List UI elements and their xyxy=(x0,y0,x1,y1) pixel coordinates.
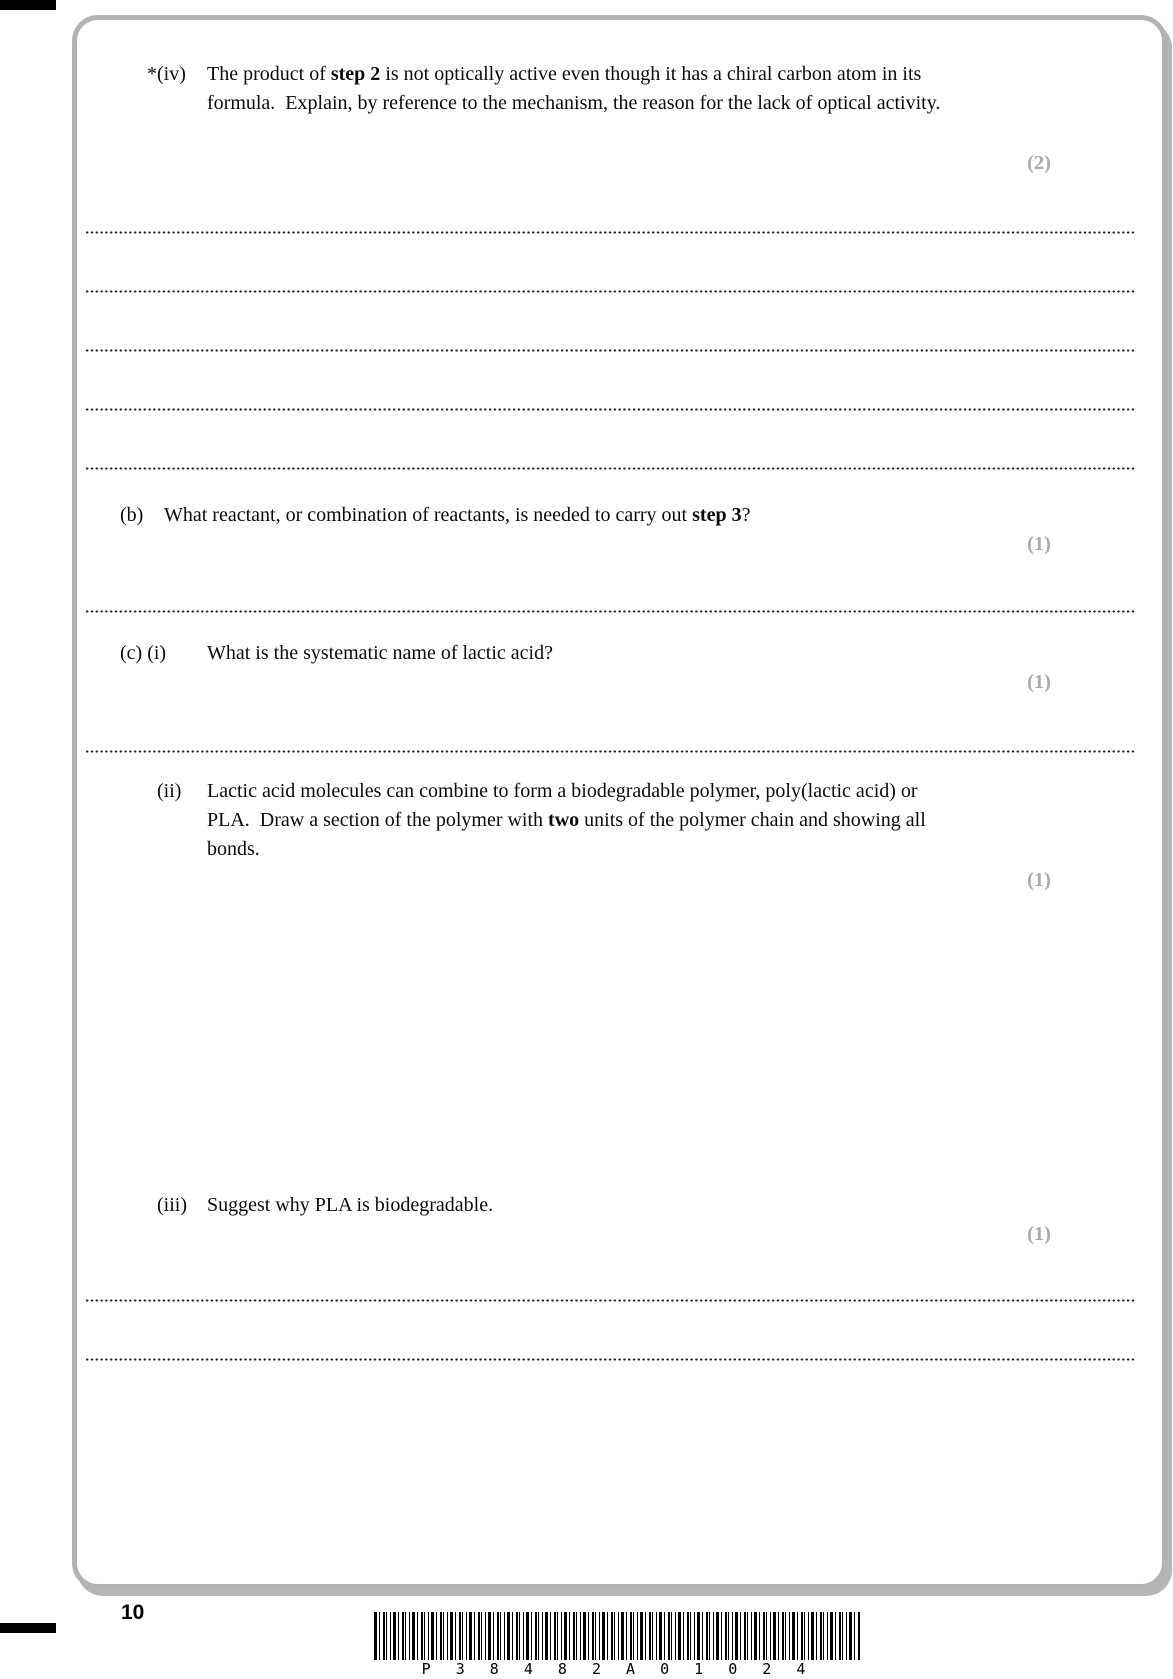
page-number: 10 xyxy=(121,1601,145,1624)
question-b-text-bold: step 3 xyxy=(692,504,742,526)
question-b-text-part1: What reactant, or combination of reactants, is needed to carry out xyxy=(164,504,693,526)
barcode-bars xyxy=(374,1612,861,1660)
marks-badge-c-i: (1) xyxy=(1027,671,1051,693)
question-c-ii xyxy=(157,777,949,864)
answer-line xyxy=(86,408,1135,411)
answer-line xyxy=(86,231,1135,234)
question-a-iv-text-part2: is not optically active even though it has a chiral carbon atom in its formula. Explain, by reference to the mechanism, the reason for the lack of optical activity. xyxy=(207,63,941,114)
question-a-iv xyxy=(147,60,957,118)
question-c-iii-text: Suggest why PLA is biodegradable. xyxy=(207,1194,494,1216)
barcode-text: P 3 8 4 8 2 A 0 1 0 2 4 xyxy=(421,1660,814,1678)
answer-line xyxy=(86,290,1135,293)
question-c-i-marker: (c) (i) xyxy=(120,642,167,664)
answer-line xyxy=(86,1299,1135,1302)
question-a-iv-text-part1: The product of xyxy=(207,63,331,85)
marks-badge-c-ii: (1) xyxy=(1027,869,1051,891)
answer-line xyxy=(86,467,1135,470)
question-c-ii-text-bold: two xyxy=(548,809,580,831)
registration-mark-top xyxy=(0,0,56,10)
answer-line xyxy=(86,750,1135,753)
question-c-i xyxy=(120,639,1037,668)
barcode xyxy=(374,1612,861,1679)
answer-line xyxy=(86,1358,1135,1361)
question-c-ii-text xyxy=(207,777,949,864)
question-a-iv-marker: *(iv) xyxy=(147,63,186,85)
question-c-iii-marker: (iii) xyxy=(157,1194,187,1216)
question-b xyxy=(120,501,1064,530)
marks-badge-a-iv: (2) xyxy=(1027,152,1051,174)
question-c-i-text: What is the systematic name of lactic acid? xyxy=(207,642,553,664)
answer-frame xyxy=(72,15,1167,1589)
question-c-ii-text-part2: units of the polymer chain and showing all bonds. xyxy=(207,809,931,860)
marks-badge-c-iii: (1) xyxy=(1027,1223,1051,1245)
registration-mark-bottom xyxy=(0,1623,56,1633)
question-c-ii-marker: (ii) xyxy=(157,780,182,802)
question-a-iv-text xyxy=(207,60,957,118)
answer-line xyxy=(86,610,1135,613)
question-c-iii xyxy=(157,1191,1037,1220)
question-b-text-part2: ? xyxy=(741,504,751,526)
question-b-text xyxy=(164,501,1064,530)
question-a-iv-text-bold: step 2 xyxy=(330,63,381,85)
answer-line xyxy=(86,349,1135,352)
question-b-marker: (b) xyxy=(120,504,144,526)
question-c-ii-text-part1: Lactic acid molecules can combine to form a biodegradable polymer, poly(lactic acid) or PLA. Draw a section of the polymer with xyxy=(207,780,923,831)
marks-badge-b: (1) xyxy=(1027,533,1051,555)
